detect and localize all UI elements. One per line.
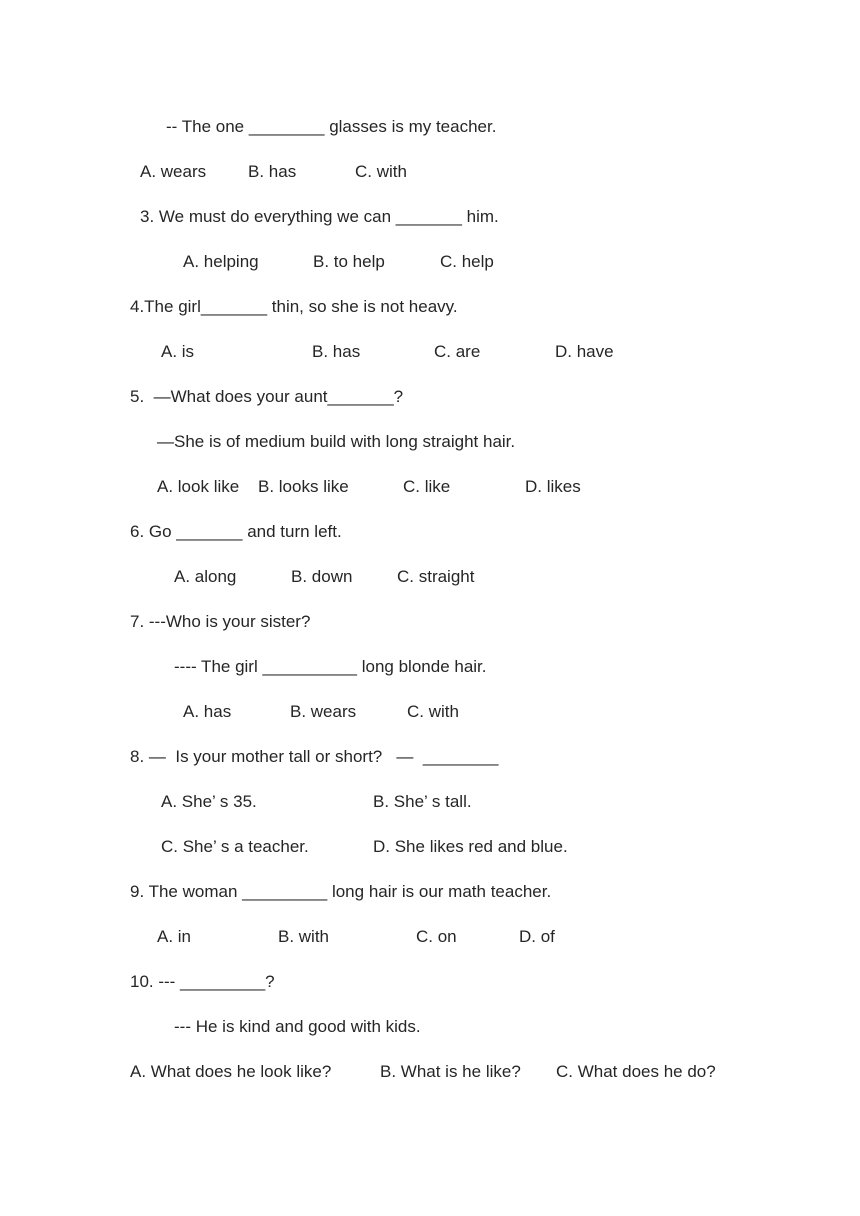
question-4-option-d: D. have: [555, 342, 614, 361]
question-5-option-b: B. looks like: [258, 477, 349, 496]
question-10-option-b: B. What is he like?: [380, 1062, 521, 1081]
question-10-stem: 10. --- _________?: [130, 972, 275, 991]
question-5-option-d: D. likes: [525, 477, 581, 496]
question-6-option-b: B. down: [291, 567, 353, 586]
question-8-option-a: A. She’ s 35.: [161, 792, 257, 811]
question-2-answer-line: -- The one ________ glasses is my teacher.: [166, 117, 497, 136]
question-9-option-a: A. in: [157, 927, 192, 946]
question-9-option-b: B. with: [278, 927, 330, 946]
question-6-option-c: C. straight: [397, 567, 475, 586]
question-8-option-b: B. She’ s tall.: [373, 792, 472, 811]
question-2-option-a: A. wears: [140, 162, 207, 181]
question-9-stem: 9. The woman _________ long hair is our math teacher.: [130, 882, 552, 901]
question-10-option-c: C. What does he do?: [556, 1062, 716, 1081]
question-5-stem: 5. —What does your aunt_______?: [130, 387, 404, 406]
question-4-option-a: A. is: [161, 342, 195, 361]
question-2-option-c: C. with: [355, 162, 407, 181]
question-5-option-a: A. look like: [157, 477, 240, 496]
question-4-option-c: C. are: [434, 342, 481, 361]
question-5-option-c: C. like: [403, 477, 451, 496]
question-7-option-c: C. with: [407, 702, 459, 721]
question-7-stem: 7. ---Who is your sister?: [130, 612, 311, 631]
question-6-option-a: A. along: [174, 567, 237, 586]
question-10-answer-line: --- He is kind and good with kids.: [174, 1017, 421, 1036]
question-6-stem: 6. Go _______ and turn left.: [130, 522, 342, 541]
question-3-stem: 3. We must do everything we can _______ him.: [140, 207, 499, 226]
question-7-answer-line: ---- The girl __________ long blonde hair.: [174, 657, 487, 676]
question-8-stem: 8. — Is your mother tall or short? — ________: [130, 747, 499, 766]
question-10-option-a: A. What does he look like?: [130, 1062, 332, 1081]
question-4-stem: 4.The girl_______ thin, so she is not heavy.: [130, 297, 458, 316]
question-2-option-b: B. has: [248, 162, 297, 181]
question-3-option-c: C. help: [440, 252, 494, 271]
question-7-option-a: A. has: [183, 702, 232, 721]
question-7-option-b: B. wears: [290, 702, 357, 721]
question-3-option-a: A. helping: [183, 252, 259, 271]
question-8-option-d: D. She likes red and blue.: [373, 837, 568, 856]
question-9-option-d: D. of: [519, 927, 555, 946]
question-8-option-c: C. She’ s a teacher.: [161, 837, 309, 856]
question-9-option-c: C. on: [416, 927, 457, 946]
question-4-option-b: B. has: [312, 342, 361, 361]
question-3-option-b: B. to help: [313, 252, 385, 271]
question-5-answer-line: —She is of medium build with long straight hair.: [157, 432, 516, 451]
